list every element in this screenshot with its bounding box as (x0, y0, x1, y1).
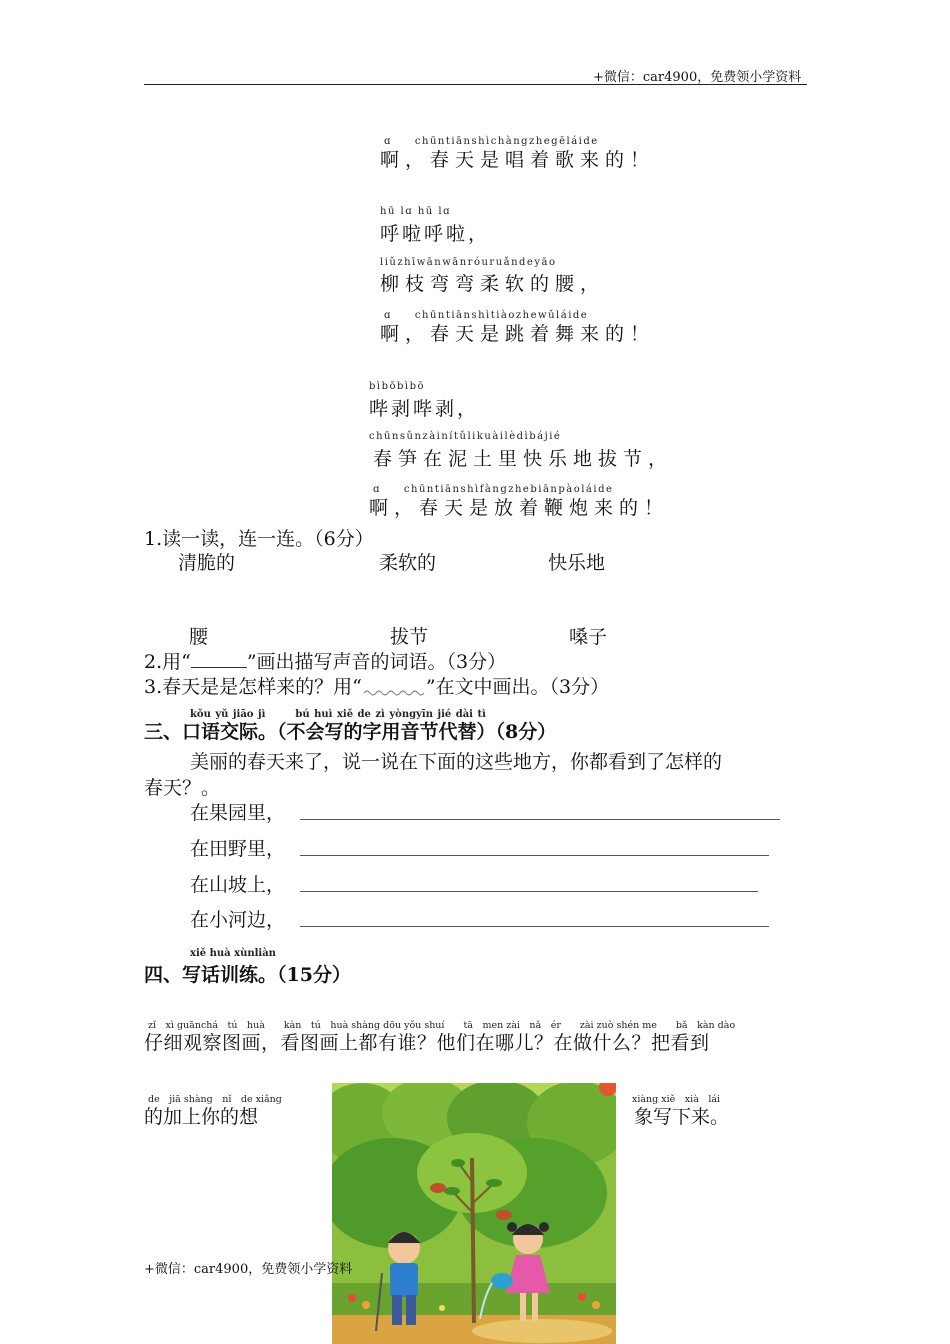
section-3-intro-cont: 春天？。 (144, 777, 221, 799)
question-3 (144, 672, 609, 699)
prompt-field: 在田野里， (190, 838, 286, 860)
pinyin-line: bìbōbìbō (369, 381, 426, 392)
question-2-after: ”画出描写声音的词语。（3分） (246, 651, 507, 673)
poem-line: 啊，春天是放着鞭炮来的！ (369, 497, 670, 519)
answer-line-hillside[interactable] (300, 891, 758, 892)
header-watermark: +微信：car4900，免费领小学资料 (593, 70, 802, 85)
poem-line: 啊，春天是唱着歌来的！ (380, 149, 656, 171)
prompt-hillside: 在山坡上， (190, 874, 286, 896)
illustration-drawing (332, 1083, 616, 1344)
word-top-3[interactable]: 快乐地 (548, 552, 606, 574)
word-bottom-3[interactable]: 嗓子 (569, 626, 608, 648)
poem-line: 啊，春天是跳着舞来的！ (380, 323, 656, 345)
section-4-pinyin-line: zǐ xì guānchá tú huà kàn tú huà shàng dōu yǒu shuí tā men zài nǎ ér zài zuò shén me bǎ kàn dào (148, 1020, 736, 1031)
word-top-1[interactable]: 清脆的 (178, 552, 236, 574)
poem-line: 呼啦呼啦， (380, 223, 491, 245)
section-3-pinyin: kǒu yǔ jiāo jì bú huì xiě de zì yòngyīn jié dài tì (190, 709, 486, 720)
answer-line-field[interactable] (300, 855, 769, 856)
section-3-title: 三、口语交际。（不会写的字用音节代替）（8分） (144, 721, 557, 743)
illustration-planting-tree (332, 1083, 616, 1344)
word-top-2[interactable]: 柔软的 (379, 552, 437, 574)
question-1: 1.读一读，连一连。（6分） (144, 528, 374, 550)
prompt-river: 在小河边， (190, 909, 286, 931)
pinyin-line: hū lɑ hū lɑ (380, 206, 451, 217)
question-2 (144, 647, 506, 674)
word-bottom-2[interactable]: 拔节 (390, 626, 429, 648)
poem-line: 哔剥哔剥， (369, 398, 480, 420)
section-4-text: 仔细观察图画，看图画上都有谁？他们在哪儿？在做什么？把看到 (144, 1032, 710, 1054)
footer-watermark: +微信：car4900，免费领小学资料 (144, 1262, 353, 1277)
section-4-pinyin: xiě huà xùnliàn (190, 948, 276, 959)
pinyin-line: ɑ chūntiānshìtiàozhewǔláide (384, 310, 589, 321)
section-3-intro: 美丽的春天来了，说一说在下面的这些地方，你都看到了怎样的 (190, 751, 723, 773)
poem-line: 春笋在泥土里快乐地拔节， (373, 448, 674, 470)
word-bottom-1[interactable]: 腰 (189, 626, 209, 648)
section-4-text: 的加上你的想 (144, 1106, 259, 1128)
pinyin-line: ɑ chūntiānshìchàngzhegēláide (384, 136, 599, 147)
pinyin-line: liǔzhīwānwānróuruǎndeyāo (380, 257, 557, 268)
pinyin-line: ɑ chūntiānshìfàngzhebiānpàoláide (373, 484, 614, 495)
wavy-underline-mark (362, 679, 426, 697)
question-3-before: 3.春天是是怎样来的？用“ (144, 676, 362, 698)
pinyin-line: chūnsǔnzàinítǔlikuàilèdìbájié (369, 431, 562, 442)
section-4-title: 四、写话训练。（15分） (144, 964, 351, 986)
section-4-pinyin-line: de jiā shàng nǐ de xiǎng (148, 1094, 282, 1105)
poem-line: 柳枝弯弯柔软的腰， (380, 273, 606, 295)
prompt-orchard: 在果园里， (190, 802, 286, 824)
section-4-text: 象写下来。 (634, 1106, 730, 1128)
question-2-before: 2.用“ (144, 651, 191, 673)
answer-line-orchard[interactable] (300, 819, 780, 820)
answer-line-river[interactable] (300, 926, 769, 927)
question-3-after: ”在文中画出。（3分） (425, 676, 610, 698)
header-rule (144, 84, 807, 85)
section-4-pinyin-line: xiàng xiě xià lái (632, 1094, 721, 1105)
straight-underline-mark (191, 653, 247, 668)
